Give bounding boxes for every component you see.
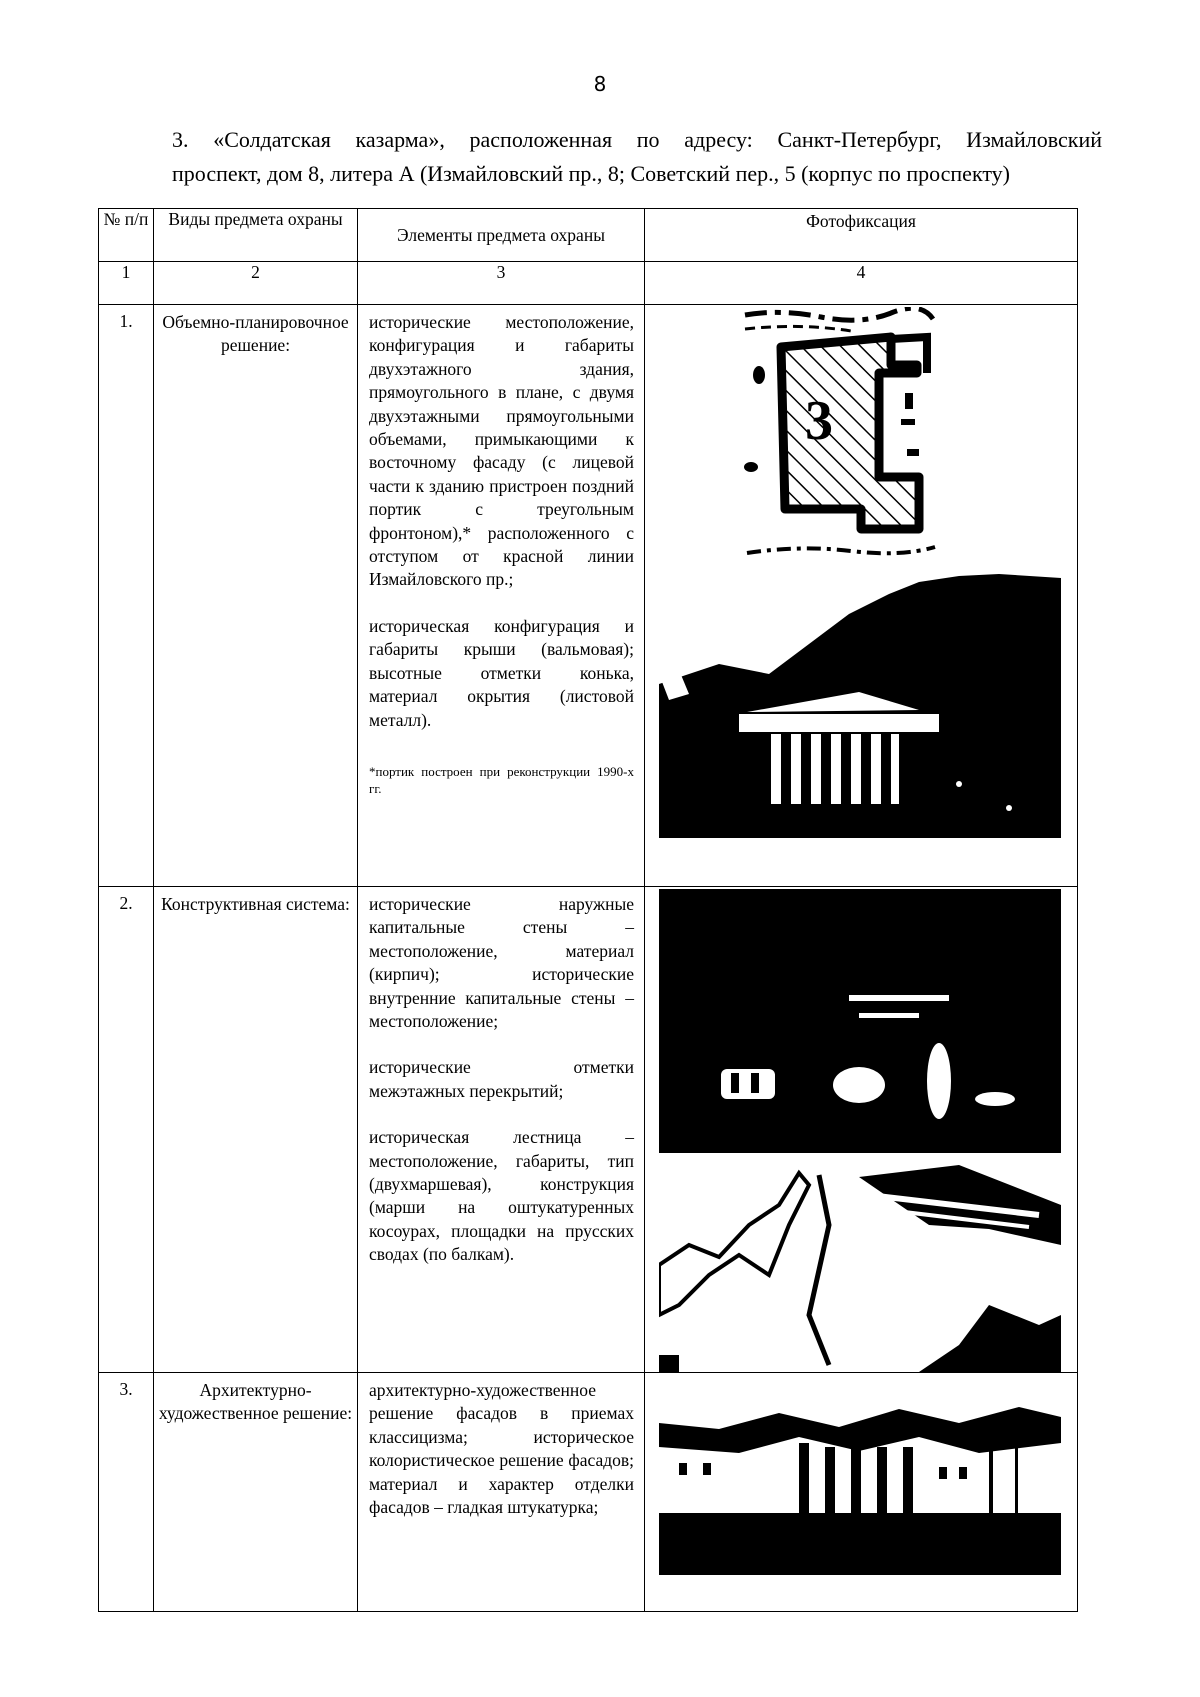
row-number: 3. — [99, 1373, 154, 1612]
table-header-row — [99, 209, 1078, 262]
footnote: *портик построен при реконструкции 1990-х гг. — [369, 763, 634, 796]
column-number-row — [99, 262, 1078, 305]
column-number: 4 — [645, 262, 1078, 305]
column-number: 2 — [154, 262, 358, 305]
row-elements — [358, 305, 645, 887]
row-number: 1. — [99, 305, 154, 887]
heading-line-2: проспект, дом 8, литера А (Измайловский пр., 8; Советский пер., 5 (корпус по проспекту) — [172, 161, 1010, 186]
floor-plan-drawing-icon — [741, 307, 937, 565]
element-text: исторические отметки межэтажных перекрытий; — [369, 1057, 634, 1101]
table-row — [99, 1373, 1078, 1612]
row-kind: Объемно-планировочное решение: — [154, 305, 358, 887]
row-photos — [645, 305, 1078, 887]
interior-photo-icon — [659, 889, 1061, 1153]
row-number: 2. — [99, 887, 154, 1373]
plan-label: 3 — [805, 390, 833, 452]
stair-photo-icon — [659, 1165, 1061, 1372]
object-heading — [172, 123, 1102, 191]
row-kind: Архитектурно-художественное решение: — [154, 1373, 358, 1612]
row-photos — [645, 1373, 1078, 1612]
row-elements — [358, 887, 645, 1373]
element-text: архитектурно-художественное решение фасадов в приемах классицизма; историческое колористическое решение фасадов; материал и характер отделки фасадов – гладкая штукатурка; — [369, 1380, 634, 1518]
element-text: историческая лестница – местоположение, габариты, тип (двухмаршевая), конструкция (марши на оштукатуренных косоурах, площадки на прусских сводах (по балкам). — [369, 1127, 634, 1265]
header-num: № п/п — [99, 209, 154, 262]
facade-photo-icon — [659, 574, 1061, 838]
element-text: историческая конфигурация и габариты крыши (вальмовая); высотные отметки конька, материал окрытия (листовой металл). — [369, 615, 634, 730]
row-elements — [358, 1373, 645, 1612]
header-elements: Элементы предмета охраны — [358, 209, 645, 262]
table-row — [99, 887, 1078, 1373]
heading-line-1: 3. «Солдатская казарма», расположенная по адресу: Санкт-Петербург, Измайловский — [172, 127, 1102, 152]
protection-subject-table — [98, 208, 1078, 1612]
column-number: 1 — [99, 262, 154, 305]
element-text: исторические наружные капитальные стены – местоположение, материал (кирпич); исторические внутренние капитальные стены – местоположение; — [369, 894, 634, 1032]
street-facade-photo-icon — [659, 1403, 1061, 1575]
element-text: исторические местоположение, конфигурация и габариты двухэтажного здания, прямоугольного в плане, с двумя двухэтажными прямоугольными объемами, примыкающими к восточному фасаду (с лицевой части к зданию пристроен поздний портик с треугольным фронтоном),* расположенного с отступом от красной линии Измайловского пр.; — [369, 312, 634, 590]
table-row — [99, 305, 1078, 887]
header-photo: Фотофиксация — [645, 209, 1078, 262]
header-kind: Виды предмета охраны — [154, 209, 358, 262]
row-kind: Конструктивная система: — [154, 887, 358, 1373]
row-photos — [645, 887, 1078, 1373]
column-number: 3 — [358, 262, 645, 305]
page-number: 8 — [593, 72, 607, 96]
